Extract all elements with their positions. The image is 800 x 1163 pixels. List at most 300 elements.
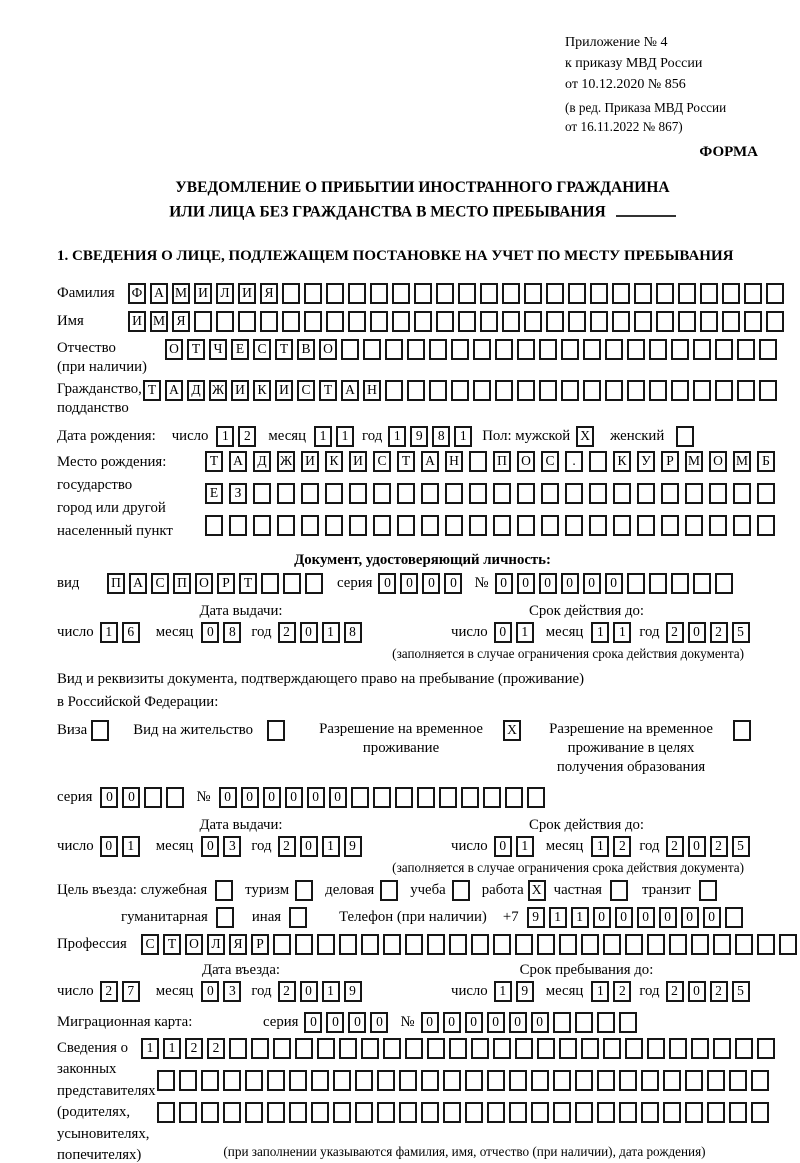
char-cell[interactable] [541,515,559,536]
char-cell[interactable]: 0 [615,907,633,928]
char-cell[interactable] [581,934,599,955]
char-cell[interactable] [363,339,381,360]
char-cell[interactable]: 0 [681,907,699,928]
char-cell[interactable] [295,880,313,901]
char-cell[interactable] [641,1102,659,1123]
char-cell[interactable]: 0 [329,787,347,808]
char-cell[interactable]: 9 [527,907,545,928]
char-cell[interactable] [348,283,366,304]
char-cell[interactable]: Я [229,934,247,955]
char-cell[interactable] [693,573,711,594]
char-cell[interactable] [253,515,271,536]
char-cell[interactable] [671,573,689,594]
char-cell[interactable] [397,515,415,536]
char-cell[interactable] [380,880,398,901]
char-cell[interactable]: Р [661,451,679,472]
char-cell[interactable] [729,1102,747,1123]
char-cell[interactable]: Е [205,483,223,504]
char-cell[interactable] [289,907,307,928]
char-cell[interactable]: 2 [100,981,118,1002]
char-cell[interactable]: 0 [370,1012,388,1033]
char-cell[interactable] [179,1102,197,1123]
char-cell[interactable] [590,311,608,332]
char-cell[interactable] [751,1070,769,1091]
char-cell[interactable] [311,1102,329,1123]
char-cell[interactable]: К [253,380,271,401]
char-cell[interactable] [693,339,711,360]
char-cell[interactable] [399,1070,417,1091]
char-cell[interactable]: Т [205,451,223,472]
char-cell[interactable] [493,934,511,955]
char-cell[interactable] [715,339,733,360]
char-cell[interactable]: 1 [122,836,140,857]
char-cell[interactable] [349,515,367,536]
char-cell[interactable]: 1 [163,1038,181,1059]
char-cell[interactable] [421,1070,439,1091]
char-cell[interactable] [377,1070,395,1091]
char-cell[interactable] [399,1102,417,1123]
char-cell[interactable] [267,720,285,741]
char-cell[interactable] [333,1102,351,1123]
char-cell[interactable] [605,339,623,360]
char-cell[interactable] [341,339,359,360]
char-cell[interactable] [449,1038,467,1059]
char-cell[interactable] [619,1102,637,1123]
char-cell[interactable]: 0 [688,836,706,857]
char-cell[interactable] [429,380,447,401]
char-cell[interactable] [166,787,184,808]
char-cell[interactable] [348,311,366,332]
char-cell[interactable]: 2 [613,836,631,857]
char-cell[interactable] [493,483,511,504]
char-cell[interactable] [351,787,369,808]
char-cell[interactable] [289,1102,307,1123]
char-cell[interactable]: 0 [659,907,677,928]
char-cell[interactable]: Ф [128,283,146,304]
char-cell[interactable] [590,283,608,304]
char-cell[interactable] [349,483,367,504]
char-cell[interactable] [637,483,655,504]
char-cell[interactable] [663,1102,681,1123]
char-cell[interactable] [205,515,223,536]
char-cell[interactable]: 1 [454,426,472,447]
char-cell[interactable] [759,339,777,360]
char-cell[interactable]: 2 [710,622,728,643]
char-cell[interactable] [663,1070,681,1091]
char-cell[interactable] [735,1038,753,1059]
char-cell[interactable] [625,934,643,955]
char-cell[interactable]: Т [275,339,293,360]
char-cell[interactable]: Ж [209,380,227,401]
char-cell[interactable]: А [165,380,183,401]
char-cell[interactable] [355,1070,373,1091]
char-cell[interactable] [245,1070,263,1091]
char-cell[interactable]: 1 [216,426,234,447]
char-cell[interactable] [487,1070,505,1091]
char-cell[interactable]: 1 [591,836,609,857]
char-cell[interactable]: О [709,451,727,472]
char-cell[interactable]: 0 [348,1012,366,1033]
char-cell[interactable]: X [576,426,594,447]
char-cell[interactable] [656,311,674,332]
char-cell[interactable] [707,1070,725,1091]
char-cell[interactable] [613,515,631,536]
char-cell[interactable]: 1 [516,622,534,643]
char-cell[interactable] [589,451,607,472]
char-cell[interactable] [370,311,388,332]
char-cell[interactable]: Д [187,380,205,401]
char-cell[interactable] [395,787,413,808]
char-cell[interactable]: У [637,451,655,472]
char-cell[interactable]: 0 [443,1012,461,1033]
char-cell[interactable] [553,1070,571,1091]
char-cell[interactable] [282,283,300,304]
char-cell[interactable] [383,934,401,955]
char-cell[interactable] [515,934,533,955]
char-cell[interactable] [251,1038,269,1059]
char-cell[interactable] [733,720,751,741]
char-cell[interactable]: 0 [487,1012,505,1033]
char-cell[interactable]: 2 [710,836,728,857]
char-cell[interactable] [757,1038,775,1059]
char-cell[interactable] [517,339,535,360]
char-cell[interactable]: 0 [688,981,706,1002]
char-cell[interactable] [502,311,520,332]
char-cell[interactable] [495,380,513,401]
char-cell[interactable]: 0 [263,787,281,808]
char-cell[interactable] [427,1038,445,1059]
char-cell[interactable] [373,787,391,808]
char-cell[interactable] [223,1102,241,1123]
char-cell[interactable] [669,934,687,955]
char-cell[interactable]: 0 [201,622,219,643]
char-cell[interactable]: 0 [100,836,118,857]
char-cell[interactable] [671,339,689,360]
char-cell[interactable]: 0 [300,622,318,643]
char-cell[interactable] [179,1070,197,1091]
char-cell[interactable]: 0 [201,836,219,857]
char-cell[interactable] [561,339,579,360]
char-cell[interactable] [144,787,162,808]
char-cell[interactable]: 0 [241,787,259,808]
char-cell[interactable] [373,515,391,536]
char-cell[interactable] [527,787,545,808]
char-cell[interactable] [295,934,313,955]
char-cell[interactable]: 1 [571,907,589,928]
char-cell[interactable] [779,934,797,955]
char-cell[interactable]: 2 [613,981,631,1002]
char-cell[interactable] [691,934,709,955]
char-cell[interactable] [678,311,696,332]
char-cell[interactable] [392,311,410,332]
char-cell[interactable] [295,1038,313,1059]
char-cell[interactable] [700,283,718,304]
char-cell[interactable]: А [229,451,247,472]
char-cell[interactable] [407,380,425,401]
char-cell[interactable] [215,880,233,901]
char-cell[interactable] [713,1038,731,1059]
char-cell[interactable]: А [150,283,168,304]
char-cell[interactable]: 0 [539,573,557,594]
char-cell[interactable] [201,1070,219,1091]
char-cell[interactable] [465,1070,483,1091]
char-cell[interactable]: 0 [561,573,579,594]
char-cell[interactable] [537,934,555,955]
char-cell[interactable] [480,311,498,332]
char-cell[interactable]: 9 [344,981,362,1002]
char-cell[interactable] [627,573,645,594]
char-cell[interactable]: К [325,451,343,472]
char-cell[interactable] [515,1038,533,1059]
char-cell[interactable]: О [165,339,183,360]
char-cell[interactable]: 1 [591,981,609,1002]
char-cell[interactable] [737,380,755,401]
char-cell[interactable]: 9 [516,981,534,1002]
char-cell[interactable] [157,1070,175,1091]
char-cell[interactable] [417,787,435,808]
char-cell[interactable]: С [141,934,159,955]
char-cell[interactable]: И [238,283,256,304]
char-cell[interactable]: 0 [688,622,706,643]
char-cell[interactable]: А [341,380,359,401]
char-cell[interactable]: Н [445,451,463,472]
char-cell[interactable] [385,380,403,401]
char-cell[interactable] [565,515,583,536]
char-cell[interactable]: 2 [666,622,684,643]
char-cell[interactable]: 0 [400,573,418,594]
char-cell[interactable] [649,380,667,401]
char-cell[interactable]: . [565,451,583,472]
char-cell[interactable]: 0 [494,622,512,643]
char-cell[interactable] [634,283,652,304]
char-cell[interactable] [575,1012,593,1033]
char-cell[interactable]: А [421,451,439,472]
char-cell[interactable]: 2 [207,1038,225,1059]
char-cell[interactable]: 0 [100,787,118,808]
char-cell[interactable] [333,1070,351,1091]
char-cell[interactable]: П [173,573,191,594]
char-cell[interactable] [325,483,343,504]
char-cell[interactable] [385,339,403,360]
char-cell[interactable] [421,483,439,504]
char-cell[interactable] [597,1070,615,1091]
char-cell[interactable]: М [150,311,168,332]
char-cell[interactable] [91,720,109,741]
char-cell[interactable]: 0 [307,787,325,808]
char-cell[interactable] [722,311,740,332]
char-cell[interactable] [304,283,322,304]
char-cell[interactable]: 8 [432,426,450,447]
char-cell[interactable] [610,880,628,901]
char-cell[interactable] [612,283,630,304]
char-cell[interactable]: 3 [223,981,241,1002]
char-cell[interactable]: И [128,311,146,332]
char-cell[interactable]: 0 [605,573,623,594]
char-cell[interactable] [568,311,586,332]
char-cell[interactable]: Я [172,311,190,332]
char-cell[interactable] [361,934,379,955]
char-cell[interactable]: 1 [516,836,534,857]
char-cell[interactable]: 3 [223,836,241,857]
char-cell[interactable] [436,311,454,332]
char-cell[interactable] [311,1070,329,1091]
char-cell[interactable]: 8 [344,622,362,643]
char-cell[interactable] [575,1070,593,1091]
char-cell[interactable] [744,311,762,332]
char-cell[interactable]: 1 [100,622,118,643]
char-cell[interactable] [339,934,357,955]
char-cell[interactable] [509,1070,527,1091]
char-cell[interactable]: 1 [549,907,567,928]
char-cell[interactable] [505,787,523,808]
char-cell[interactable]: 0 [509,1012,527,1033]
char-cell[interactable] [537,1038,555,1059]
char-cell[interactable]: 6 [122,622,140,643]
char-cell[interactable]: Л [207,934,225,955]
char-cell[interactable] [469,451,487,472]
char-cell[interactable] [613,483,631,504]
char-cell[interactable]: 1 [141,1038,159,1059]
char-cell[interactable]: Т [319,380,337,401]
char-cell[interactable] [565,483,583,504]
char-cell[interactable] [451,339,469,360]
char-cell[interactable]: 0 [201,981,219,1002]
char-cell[interactable] [493,1038,511,1059]
char-cell[interactable]: О [319,339,337,360]
char-cell[interactable] [449,934,467,955]
char-cell[interactable]: 0 [300,981,318,1002]
char-cell[interactable]: 2 [278,981,296,1002]
char-cell[interactable] [407,339,425,360]
char-cell[interactable] [317,1038,335,1059]
char-cell[interactable] [229,515,247,536]
char-cell[interactable]: Л [216,283,234,304]
char-cell[interactable]: С [253,339,271,360]
char-cell[interactable]: 1 [613,622,631,643]
char-cell[interactable]: 2 [238,426,256,447]
char-cell[interactable]: П [493,451,511,472]
char-cell[interactable] [277,515,295,536]
char-cell[interactable]: 5 [732,622,750,643]
char-cell[interactable]: 2 [278,622,296,643]
char-cell[interactable] [568,283,586,304]
char-cell[interactable] [471,934,489,955]
char-cell[interactable] [678,283,696,304]
char-cell[interactable] [452,880,470,901]
char-cell[interactable]: 2 [278,836,296,857]
char-cell[interactable] [637,515,655,536]
char-cell[interactable]: Ч [209,339,227,360]
char-cell[interactable] [603,1038,621,1059]
char-cell[interactable]: С [373,451,391,472]
char-cell[interactable] [553,1102,571,1123]
char-cell[interactable]: И [194,283,212,304]
char-cell[interactable] [647,1038,665,1059]
char-cell[interactable] [709,483,727,504]
char-cell[interactable]: 0 [444,573,462,594]
char-cell[interactable] [541,483,559,504]
char-cell[interactable] [517,515,535,536]
char-cell[interactable]: Д [253,451,271,472]
char-cell[interactable]: 0 [421,1012,439,1033]
char-cell[interactable] [245,1102,263,1123]
char-cell[interactable]: А [129,573,147,594]
char-cell[interactable] [443,1102,461,1123]
char-cell[interactable] [625,1038,643,1059]
char-cell[interactable] [524,311,542,332]
char-cell[interactable]: 9 [344,836,362,857]
char-cell[interactable]: Т [239,573,257,594]
char-cell[interactable]: С [151,573,169,594]
char-cell[interactable] [238,311,256,332]
char-cell[interactable]: С [541,451,559,472]
char-cell[interactable] [597,1012,615,1033]
char-cell[interactable] [669,1038,687,1059]
char-cell[interactable] [451,380,469,401]
char-cell[interactable] [361,1038,379,1059]
char-cell[interactable]: 1 [322,622,340,643]
char-cell[interactable]: 7 [122,981,140,1002]
char-cell[interactable] [766,311,784,332]
char-cell[interactable] [414,283,432,304]
char-cell[interactable]: И [231,380,249,401]
char-cell[interactable] [273,1038,291,1059]
char-cell[interactable] [282,311,300,332]
char-cell[interactable] [725,907,743,928]
char-cell[interactable] [693,380,711,401]
char-cell[interactable] [581,1038,599,1059]
char-cell[interactable]: С [297,380,315,401]
char-cell[interactable] [649,339,667,360]
char-cell[interactable] [277,483,295,504]
char-cell[interactable]: Т [397,451,415,472]
char-cell[interactable]: 0 [378,573,396,594]
char-cell[interactable]: 0 [465,1012,483,1033]
char-cell[interactable] [709,515,727,536]
char-cell[interactable]: И [275,380,293,401]
char-cell[interactable] [469,483,487,504]
char-cell[interactable] [267,1102,285,1123]
char-cell[interactable] [627,339,645,360]
char-cell[interactable] [733,515,751,536]
char-cell[interactable]: 0 [637,907,655,928]
char-cell[interactable] [597,1102,615,1123]
char-cell[interactable] [458,283,476,304]
char-cell[interactable]: 2 [185,1038,203,1059]
char-cell[interactable]: П [107,573,125,594]
char-cell[interactable] [429,339,447,360]
char-cell[interactable] [414,311,432,332]
char-cell[interactable]: 0 [517,573,535,594]
char-cell[interactable]: И [301,451,319,472]
char-cell[interactable] [531,1102,549,1123]
char-cell[interactable] [715,380,733,401]
char-cell[interactable] [439,787,457,808]
char-cell[interactable] [707,1102,725,1123]
char-cell[interactable]: О [195,573,213,594]
char-cell[interactable] [273,934,291,955]
char-cell[interactable] [383,1038,401,1059]
char-cell[interactable] [473,339,491,360]
char-cell[interactable]: Я [260,283,278,304]
char-cell[interactable]: 0 [304,1012,322,1033]
char-cell[interactable] [445,515,463,536]
char-cell[interactable] [685,515,703,536]
char-cell[interactable] [421,515,439,536]
char-cell[interactable] [317,934,335,955]
char-cell[interactable] [757,515,775,536]
char-cell[interactable] [289,1070,307,1091]
